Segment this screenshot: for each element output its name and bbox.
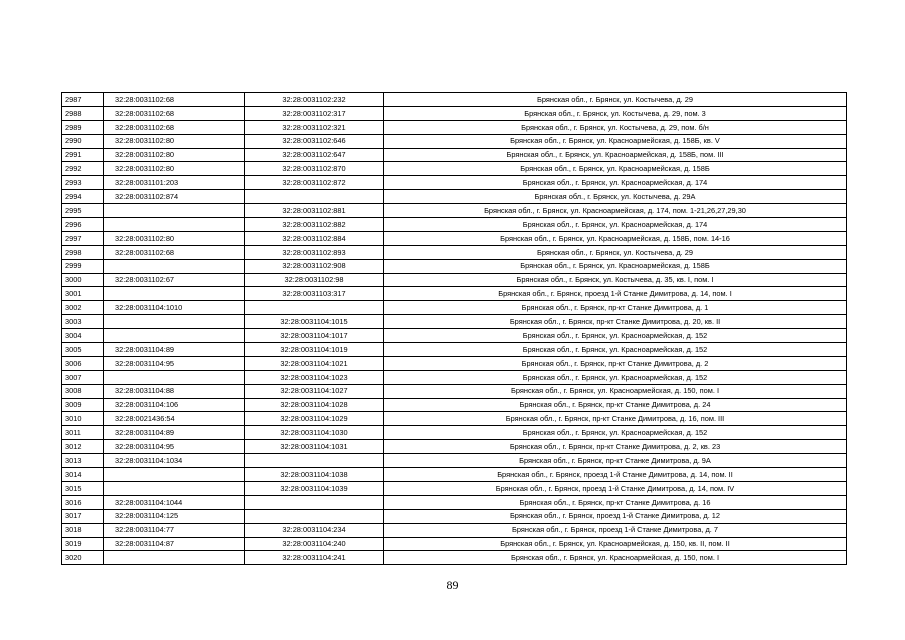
building-cadastral-number-cell: 32:28:0031102:893 [245, 245, 384, 259]
row-number-cell: 3011 [62, 426, 104, 440]
building-cadastral-number-cell: 32:28:0031102:647 [245, 148, 384, 162]
table-row [62, 176, 847, 190]
building-cadastral-number-cell: 32:28:0031102:317 [245, 106, 384, 120]
building-cadastral-number-cell: 32:28:0031102:908 [245, 259, 384, 273]
table-row [62, 162, 847, 176]
table-row [62, 440, 847, 454]
land-cadastral-number-cell: 32:28:0031102:874 [104, 190, 245, 204]
building-cadastral-number-cell: 32:28:0031104:240 [245, 537, 384, 551]
row-number-cell: 3003 [62, 315, 104, 329]
land-cadastral-number-cell: 32:28:0031104:89 [104, 343, 245, 357]
table-row [62, 537, 847, 551]
address-cell: Брянская обл., г. Брянск, ул. Красноармейская, д. 152 [384, 343, 847, 357]
row-number-cell: 2988 [62, 106, 104, 120]
row-number-cell: 2997 [62, 231, 104, 245]
building-cadastral-number-cell: 32:28:0031104:1029 [245, 412, 384, 426]
land-cadastral-number-cell: 32:28:0031102:68 [104, 106, 245, 120]
building-cadastral-number-cell: 32:28:0031102:870 [245, 162, 384, 176]
table-row [62, 509, 847, 523]
land-cadastral-number-cell [104, 468, 245, 482]
address-cell: Брянская обл., г. Брянск, ул. Красноармейская, д. 150, пом. I [384, 551, 847, 565]
building-cadastral-number-cell: 32:28:0031104:1039 [245, 481, 384, 495]
land-cadastral-number-cell [104, 370, 245, 384]
address-cell: Брянская обл., г. Брянск, ул. Красноармейская, д. 152 [384, 370, 847, 384]
address-cell: Брянская обл., г. Брянск, пр-кт Станке Димитрова, д. 2, кв. 23 [384, 440, 847, 454]
building-cadastral-number-cell: 32:28:0031102:646 [245, 134, 384, 148]
land-cadastral-number-cell: 32:28:0031104:1034 [104, 454, 245, 468]
building-cadastral-number-cell: 32:28:0031104:1021 [245, 356, 384, 370]
table-row [62, 190, 847, 204]
table-row [62, 287, 847, 301]
address-cell: Брянская обл., г. Брянск, пр-кт Станке Димитрова, д. 24 [384, 398, 847, 412]
row-number-cell: 2990 [62, 134, 104, 148]
land-cadastral-number-cell [104, 315, 245, 329]
table-row [62, 218, 847, 232]
table-row [62, 329, 847, 343]
building-cadastral-number-cell: 32:28:0031104:1015 [245, 315, 384, 329]
table-row [62, 231, 847, 245]
address-cell: Брянская обл., г. Брянск, ул. Красноармейская, д. 174 [384, 176, 847, 190]
row-number-cell: 3007 [62, 370, 104, 384]
land-cadastral-number-cell [104, 551, 245, 565]
address-cell: Брянская обл., г. Брянск, ул. Красноармейская, д. 174, пом. 1-21,26,27,29,30 [384, 204, 847, 218]
address-cell: Брянская обл., г. Брянск, ул. Красноармейская, д. 152 [384, 329, 847, 343]
row-number-cell: 2999 [62, 259, 104, 273]
address-cell: Брянская обл., г. Брянск, пр-кт Станке Димитрова, д. 1 [384, 301, 847, 315]
land-cadastral-number-cell: 32:28:0031104:125 [104, 509, 245, 523]
land-cadastral-number-cell: 32:28:0031104:88 [104, 384, 245, 398]
land-cadastral-number-cell: 32:28:0031104:95 [104, 356, 245, 370]
row-number-cell: 2991 [62, 148, 104, 162]
row-number-cell: 3015 [62, 481, 104, 495]
address-cell: Брянская обл., г. Брянск, проезд 1-й Станке Димитрова, д. 7 [384, 523, 847, 537]
building-cadastral-number-cell: 32:28:0031104:1027 [245, 384, 384, 398]
row-number-cell: 2994 [62, 190, 104, 204]
land-cadastral-number-cell: 32:28:0031104:95 [104, 440, 245, 454]
land-cadastral-number-cell: 32:28:0031104:1044 [104, 495, 245, 509]
row-number-cell: 2998 [62, 245, 104, 259]
table-row [62, 245, 847, 259]
building-cadastral-number-cell [245, 190, 384, 204]
address-cell: Брянская обл., г. Брянск, пр-кт Станке Димитрова, д. 16 [384, 495, 847, 509]
land-cadastral-number-cell: 32:28:0031102:80 [104, 231, 245, 245]
row-number-cell: 3016 [62, 495, 104, 509]
building-cadastral-number-cell: 32:28:0031102:98 [245, 273, 384, 287]
land-cadastral-number-cell: 32:28:0031102:80 [104, 162, 245, 176]
address-cell: Брянская обл., г. Брянск, пр-кт Станке Димитрова, д. 20, кв. II [384, 315, 847, 329]
land-cadastral-number-cell: 32:28:0021436:54 [104, 412, 245, 426]
table-row [62, 426, 847, 440]
address-cell: Брянская обл., г. Брянск, ул. Красноармейская, д. 158Б [384, 259, 847, 273]
table-row [62, 454, 847, 468]
row-number-cell: 2996 [62, 218, 104, 232]
land-cadastral-number-cell: 32:28:0031102:68 [104, 245, 245, 259]
table-row [62, 204, 847, 218]
row-number-cell: 3013 [62, 454, 104, 468]
table-row [62, 356, 847, 370]
row-number-cell: 2993 [62, 176, 104, 190]
table-row [62, 523, 847, 537]
land-cadastral-number-cell [104, 481, 245, 495]
row-number-cell: 2992 [62, 162, 104, 176]
land-cadastral-number-cell [104, 204, 245, 218]
address-cell: Брянская обл., г. Брянск, ул. Костычева, д. 29А [384, 190, 847, 204]
table-row [62, 384, 847, 398]
row-number-cell: 2995 [62, 204, 104, 218]
land-cadastral-number-cell: 32:28:0031102:67 [104, 273, 245, 287]
table-row [62, 315, 847, 329]
address-cell: Брянская обл., г. Брянск, ул. Красноармейская, д. 158Б, пом. III [384, 148, 847, 162]
table-row [62, 551, 847, 565]
table-row [62, 259, 847, 273]
address-cell: Брянская обл., г. Брянск, ул. Красноармейская, д. 158Б, кв. V [384, 134, 847, 148]
row-number-cell: 2989 [62, 120, 104, 134]
address-cell: Брянская обл., г. Брянск, ул. Костычева, д. 29 [384, 245, 847, 259]
row-number-cell: 3020 [62, 551, 104, 565]
row-number-cell: 3014 [62, 468, 104, 482]
table-row [62, 273, 847, 287]
address-cell: Брянская обл., г. Брянск, проезд 1-й Станке Димитрова, д. 14, пом. IV [384, 481, 847, 495]
land-cadastral-number-cell: 32:28:0031102:68 [104, 93, 245, 107]
row-number-cell: 3012 [62, 440, 104, 454]
row-number-cell: 3009 [62, 398, 104, 412]
table-row [62, 148, 847, 162]
row-number-cell: 3005 [62, 343, 104, 357]
row-number-cell: 3018 [62, 523, 104, 537]
land-cadastral-number-cell [104, 329, 245, 343]
registry-table [61, 92, 847, 565]
address-cell: Брянская обл., г. Брянск, проезд 1-й Станке Димитрова, д. 14, пом. II [384, 468, 847, 482]
address-cell: Брянская обл., г. Брянск, пр-кт Станке Димитрова, д. 2 [384, 356, 847, 370]
building-cadastral-number-cell: 32:28:0031104:1017 [245, 329, 384, 343]
land-cadastral-number-cell: 32:28:0031104:87 [104, 537, 245, 551]
table-row [62, 468, 847, 482]
address-cell: Брянская обл., г. Брянск, проезд 1-й Станке Димитрова, д. 14, пом. I [384, 287, 847, 301]
building-cadastral-number-cell: 32:28:0031102:881 [245, 204, 384, 218]
building-cadastral-number-cell: 32:28:0031104:241 [245, 551, 384, 565]
building-cadastral-number-cell: 32:28:0031104:1030 [245, 426, 384, 440]
registry-table-body [62, 93, 847, 565]
address-cell: Брянская обл., г. Брянск, пр-кт Станке Димитрова, д. 16, пом. III [384, 412, 847, 426]
land-cadastral-number-cell: 32:28:0031104:89 [104, 426, 245, 440]
address-cell: Брянская обл., г. Брянск, ул. Костычева, д. 29 [384, 93, 847, 107]
table-row [62, 481, 847, 495]
land-cadastral-number-cell: 32:28:0031102:68 [104, 120, 245, 134]
building-cadastral-number-cell [245, 509, 384, 523]
address-cell: Брянская обл., г. Брянск, ул. Костычева, д. 29, пом. б/н [384, 120, 847, 134]
address-cell: Брянская обл., г. Брянск, ул. Костычева, д. 29, пом. 3 [384, 106, 847, 120]
building-cadastral-number-cell: 32:28:0031102:232 [245, 93, 384, 107]
table-row [62, 134, 847, 148]
building-cadastral-number-cell: 32:28:0031102:872 [245, 176, 384, 190]
land-cadastral-number-cell: 32:28:0031102:80 [104, 148, 245, 162]
address-cell: Брянская обл., г. Брянск, ул. Красноармейская, д. 174 [384, 218, 847, 232]
table-row [62, 343, 847, 357]
row-number-cell: 3000 [62, 273, 104, 287]
row-number-cell: 3006 [62, 356, 104, 370]
land-cadastral-number-cell: 32:28:0031101:203 [104, 176, 245, 190]
table-row [62, 301, 847, 315]
land-cadastral-number-cell: 32:28:0031102:80 [104, 134, 245, 148]
address-cell: Брянская обл., г. Брянск, ул. Красноармейская, д. 158Б, пом. 14-16 [384, 231, 847, 245]
address-cell: Брянская обл., г. Брянск, пр-кт Станке Димитрова, д. 9А [384, 454, 847, 468]
row-number-cell: 3008 [62, 384, 104, 398]
building-cadastral-number-cell [245, 495, 384, 509]
land-cadastral-number-cell: 32:28:0031104:1010 [104, 301, 245, 315]
row-number-cell: 3019 [62, 537, 104, 551]
row-number-cell: 3002 [62, 301, 104, 315]
row-number-cell: 2987 [62, 93, 104, 107]
building-cadastral-number-cell: 32:28:0031102:882 [245, 218, 384, 232]
row-number-cell: 3010 [62, 412, 104, 426]
building-cadastral-number-cell: 32:28:0031104:1038 [245, 468, 384, 482]
row-number-cell: 3017 [62, 509, 104, 523]
address-cell: Брянская обл., г. Брянск, ул. Красноармейская, д. 150, кв. II, пом. II [384, 537, 847, 551]
table-row [62, 370, 847, 384]
building-cadastral-number-cell [245, 301, 384, 315]
building-cadastral-number-cell: 32:28:0031104:234 [245, 523, 384, 537]
land-cadastral-number-cell: 32:28:0031104:106 [104, 398, 245, 412]
row-number-cell: 3004 [62, 329, 104, 343]
address-cell: Брянская обл., г. Брянск, ул. Красноармейская, д. 158Б [384, 162, 847, 176]
building-cadastral-number-cell: 32:28:0031102:884 [245, 231, 384, 245]
table-row [62, 398, 847, 412]
building-cadastral-number-cell: 32:28:0031103:317 [245, 287, 384, 301]
land-cadastral-number-cell: 32:28:0031104:77 [104, 523, 245, 537]
table-row [62, 93, 847, 107]
land-cadastral-number-cell [104, 218, 245, 232]
building-cadastral-number-cell: 32:28:0031104:1031 [245, 440, 384, 454]
building-cadastral-number-cell: 32:28:0031104:1028 [245, 398, 384, 412]
building-cadastral-number-cell: 32:28:0031102:321 [245, 120, 384, 134]
table-row [62, 120, 847, 134]
land-cadastral-number-cell [104, 287, 245, 301]
building-cadastral-number-cell: 32:28:0031104:1023 [245, 370, 384, 384]
land-cadastral-number-cell [104, 259, 245, 273]
address-cell: Брянская обл., г. Брянск, ул. Костычева, д. 35, кв. I, пом. I [384, 273, 847, 287]
page-number: 89 [446, 578, 459, 592]
address-cell: Брянская обл., г. Брянск, проезд 1-й Станке Димитрова, д. 12 [384, 509, 847, 523]
table-row [62, 412, 847, 426]
address-cell: Брянская обл., г. Брянск, ул. Красноармейская, д. 152 [384, 426, 847, 440]
address-cell: Брянская обл., г. Брянск, ул. Красноармейская, д. 150, пом. I [384, 384, 847, 398]
table-row [62, 106, 847, 120]
building-cadastral-number-cell: 32:28:0031104:1019 [245, 343, 384, 357]
building-cadastral-number-cell [245, 454, 384, 468]
row-number-cell: 3001 [62, 287, 104, 301]
table-row [62, 495, 847, 509]
